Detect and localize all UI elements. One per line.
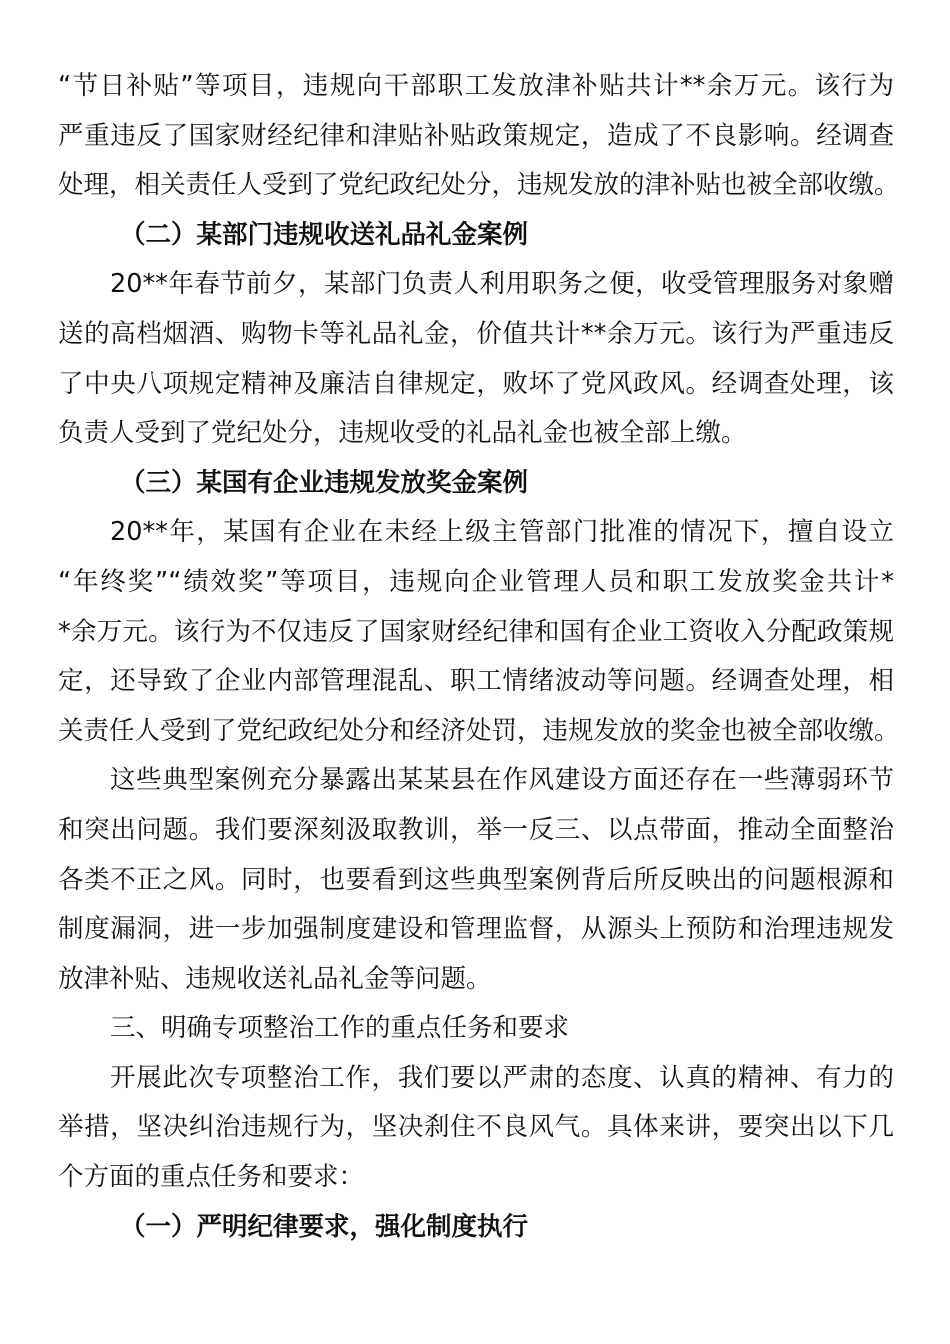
paragraph-line: 这些典型案例充分暴露出某某县在作风建设方面还存在一些薄弱环节 xyxy=(110,765,894,796)
paragraph-line: 举措，坚决纠治违规行为，坚决刹住不良风气。具体来讲，要突出以下几 xyxy=(58,1112,894,1143)
paragraph-line: 放津补贴、违规收送礼品礼金等问题。 xyxy=(58,963,492,994)
paragraph-line: 20**年春节前夕，某部门负责人利用职务之便，收受管理服务对象赠 xyxy=(110,269,894,300)
paragraph-line: 20**年，某国有企业在未经上级主管部门批准的情况下，擅自设立 xyxy=(110,517,894,548)
paragraph-line: 个方面的重点任务和要求： xyxy=(58,1162,365,1193)
paragraph-line: *余万元。该行为不仅违反了国家财经纪律和国有企业工资收入分配政策规 xyxy=(58,616,894,647)
paragraph-line: “节日补贴”等项目，违规向干部职工发放津补贴共计**余万元。该行为 xyxy=(58,71,894,101)
paragraph-line: 开展此次专项整治工作，我们要以严肃的态度、认真的精神、有力的 xyxy=(110,1062,894,1093)
paragraph-line: 和突出问题。我们要深刻汲取教训，举一反三、以点带面，推动全面整治 xyxy=(58,814,894,845)
section-heading: （三）某国有企业违规发放奖金案例 xyxy=(120,467,529,498)
paragraph-line: 送的高档烟酒、购物卡等礼品礼金，价值共计**余万元。该行为严重违反 xyxy=(58,318,894,349)
paragraph-line: 严重违反了国家财经纪律和津贴补贴政策规定，造成了不良影响。经调查 xyxy=(58,120,894,151)
chapter-heading: 三、明确专项整治工作的重点任务和要求 xyxy=(110,1013,570,1044)
document-body xyxy=(58,62,900,1252)
paragraph-line: “年终奖”“绩效奖”等项目，违规向企业管理人员和职工发放奖金共计* xyxy=(58,566,894,597)
paragraph-line: 制度漏洞，进一步加强制度建设和管理监督，从源头上预防和治理违规发 xyxy=(58,914,894,945)
paragraph-line: 负责人受到了党纪处分，违规收受的礼品礼金也被全部上缴。 xyxy=(58,418,747,449)
section-heading: （二）某部门违规收送礼品礼金案例 xyxy=(120,219,529,250)
paragraph-line: 处理，相关责任人受到了党纪政纪处分，违规发放的津补贴也被全部收缴。 xyxy=(58,170,900,201)
paragraph-line: 了中央八项规定精神及廉洁自律规定，败坏了党风政风。经调查处理，该 xyxy=(58,368,894,399)
section-heading: （一）严明纪律要求，强化制度执行 xyxy=(120,1211,529,1242)
paragraph-line: 定，还导致了企业内部管理混乱、职工情绪波动等问题。经调查处理，相 xyxy=(58,666,894,697)
paragraph-line: 各类不正之风。同时，也要看到这些典型案例背后所反映出的问题根源和 xyxy=(58,864,894,895)
paragraph-line: 关责任人受到了党纪政纪处分和经济处罚，违规发放的奖金也被全部收缴。 xyxy=(58,715,900,746)
